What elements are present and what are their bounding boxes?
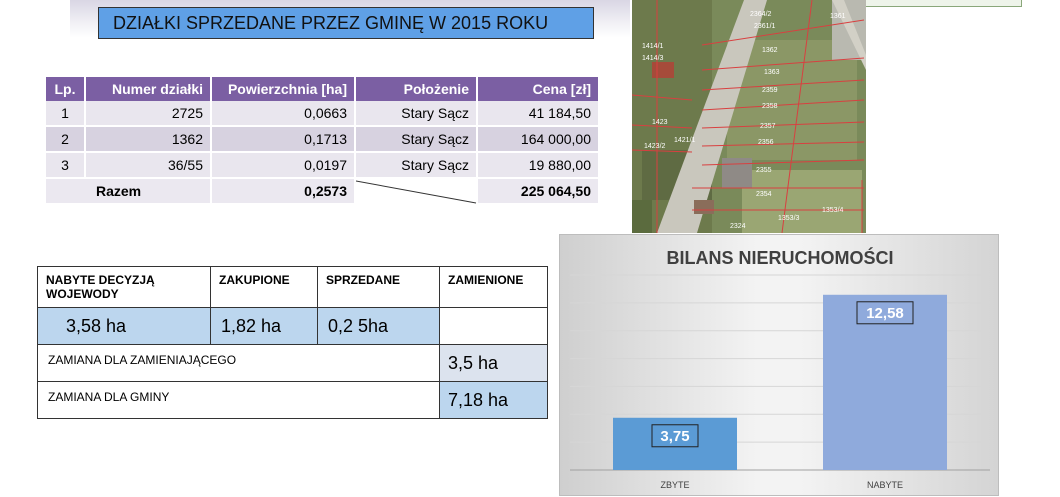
cell-price: 41 184,50 — [477, 101, 599, 126]
value-exchanged — [440, 308, 548, 345]
data-label: 12,58 — [866, 304, 904, 322]
cell-area: 0,0197 — [211, 152, 355, 178]
map-label: 1353/4 — [822, 207, 844, 214]
cell-price: 19 880,00 — [477, 152, 599, 178]
total-label: Razem — [46, 178, 211, 204]
cell-lp: 3 — [46, 152, 85, 178]
table-row — [46, 101, 599, 126]
map-label: 2364/2 — [750, 11, 772, 18]
map-label: 2356 — [758, 139, 774, 146]
cell-location: Stary Sącz — [355, 152, 477, 178]
chart-plot — [560, 235, 1000, 497]
page-title — [98, 7, 594, 39]
chart-title: BILANS NIERUCHOMOŚCI — [666, 248, 894, 268]
header-lp: Lp. — [46, 77, 85, 101]
cell-parcel-number: 2725 — [85, 101, 211, 126]
sales-table-header — [46, 77, 599, 101]
table-row — [46, 126, 599, 152]
header-price: Cena [zł] — [477, 77, 599, 101]
map-label: 1353/3 — [778, 215, 800, 222]
header-sold: SPRZEDANE — [318, 267, 440, 308]
map-label: 1421/1 — [674, 137, 696, 144]
map-label: 2355 — [756, 167, 772, 174]
map-label: 1414/1 — [642, 43, 664, 50]
diagonal-line — [356, 179, 478, 205]
map-label: 1362 — [762, 47, 778, 54]
header-area: Powierzchnia [ha] — [211, 77, 355, 101]
table-total-row — [46, 178, 599, 204]
table-row — [46, 152, 599, 178]
map-label: 2361/1 — [754, 23, 776, 30]
cell-location: Stary Sącz — [355, 101, 477, 126]
page-title-text: DZIAŁKI SPRZEDANE PRZEZ GMINĘ W 2015 ROKU — [113, 12, 549, 33]
value-sold: 0,2 5ha — [318, 308, 440, 345]
cell-parcel-number: 1362 — [85, 126, 211, 152]
balance-chart — [559, 234, 999, 496]
value-purchased: 1,82 ha — [211, 308, 318, 345]
map-label: 1423/2 — [644, 143, 666, 150]
sales-table — [46, 77, 600, 205]
cell-price: 164 000,00 — [477, 126, 599, 152]
data-label: 3,75 — [660, 427, 690, 445]
aerial-map-drawing — [632, 0, 866, 233]
map-label: 2357 — [760, 123, 776, 130]
map-label: 1361 — [830, 13, 846, 20]
map-label: 1414/3 — [642, 55, 664, 62]
map-label: 2359 — [762, 87, 778, 94]
map-label: 1423 — [652, 119, 668, 126]
total-price: 225 064,50 — [477, 178, 599, 204]
map-label: 1363 — [764, 69, 780, 76]
map-label: 2358 — [762, 103, 778, 110]
cell-parcel-number: 36/55 — [85, 152, 211, 178]
exchange-for-municipality-label: ZAMIANA DLA GMINY — [38, 382, 440, 419]
empty-diagonal-cell — [355, 178, 477, 204]
cell-area: 0,0663 — [211, 101, 355, 126]
exchange-for-exchanger-value: 3,5 ha — [440, 345, 548, 382]
cell-area: 0,1713 — [211, 126, 355, 152]
map-label: 2354 — [756, 191, 772, 198]
x-tick-label: NABYTE — [866, 480, 904, 490]
cell-lp: 1 — [46, 101, 85, 126]
cell-lp: 2 — [46, 126, 85, 152]
exchange-for-municipality-value: 7,18 ha — [440, 382, 548, 419]
map-label: 2324 — [730, 223, 746, 230]
cell-location: Stary Sącz — [355, 126, 477, 152]
total-area: 0,2573 — [211, 178, 355, 204]
property-balance-table — [37, 266, 548, 419]
value-acquired-by-decision: 3,58 ha — [38, 308, 211, 345]
aerial-map-image — [632, 0, 866, 233]
header-acquired-by-decision: NABYTE DECYZJĄ WOJEWODY — [38, 267, 211, 308]
exchange-for-exchanger-label: ZAMIANA DLA ZAMIENIAJĄCEGO — [38, 345, 440, 382]
header-purchased: ZAKUPIONE — [211, 267, 318, 308]
header-parcel-number: Numer działki — [85, 77, 211, 101]
x-tick-label: ZBYTE — [660, 480, 690, 490]
header-exchanged: ZAMIENIONE — [440, 267, 548, 308]
header-location: Położenie — [355, 77, 477, 101]
